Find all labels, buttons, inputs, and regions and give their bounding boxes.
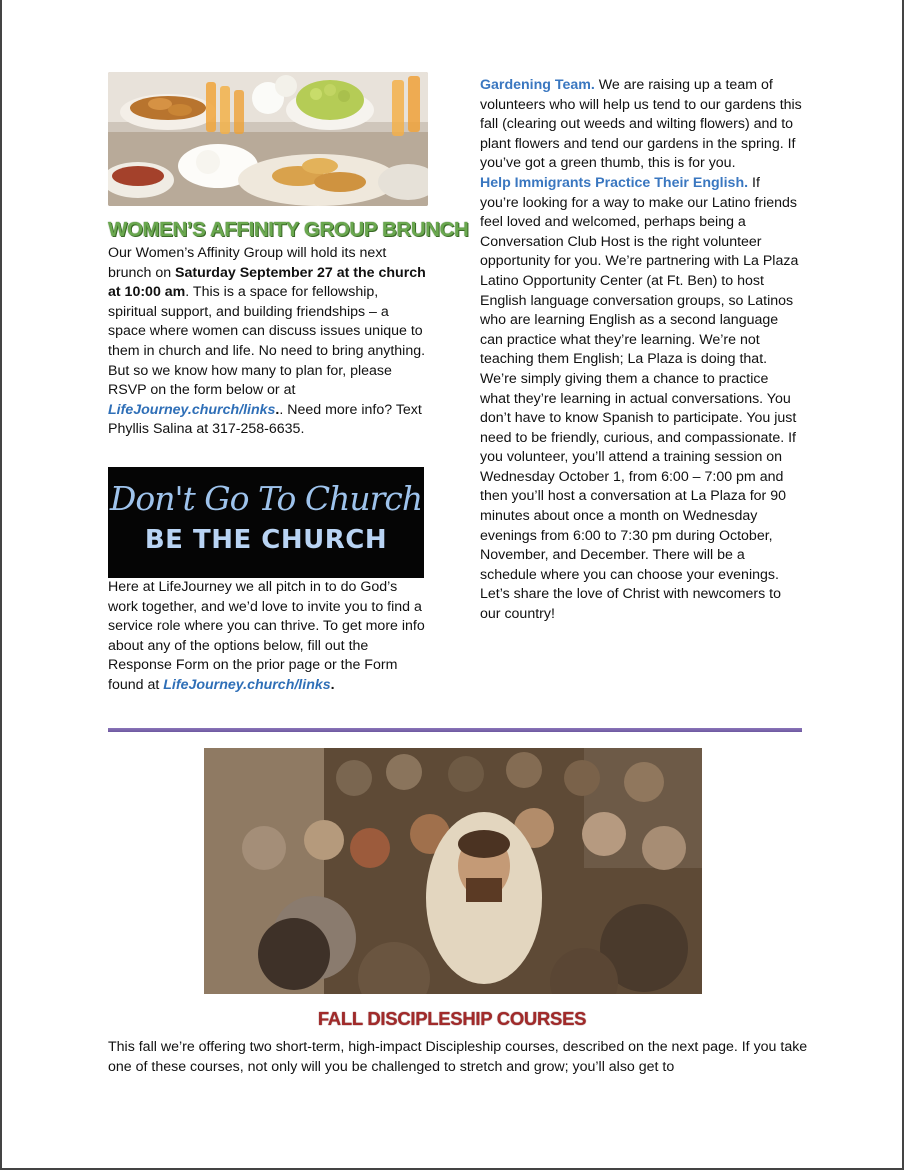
brunch-photo bbox=[108, 72, 428, 206]
immigrants-paragraph: Help Immigrants Practice Their English. If you’re looking for a way to make our Latino friends feel loved and welcomed, perhaps being a Conversation Club Host is the right volunteer opportunity for you. We’re partnering with La Plaza Latino Opportunity Center (at Ft. Ben) to host English language conversation groups, so Latinos who are learning English as a second language can practice what they’re learning. We’re not teaching them English; La Plaza is doing that. We’re simply giving them a chance to practice what they’re learning in actual conversations. You don’t have to know Spanish to participate. You just need to be friendly, curious, and compassionate. If you volunteer, you’ll attend a training session on Wednesday October 1, from 6:00 – 7:00 pm and then you’ll host a conversation at La Plaza for 90 minutes about once a month on Wednesday evenings from 6:00 to 7:30 pm during October, November, and December. There will be a schedule where you can choose your evenings. Let’s share the love of Christ with newcomers to our country! bbox=[480, 174, 799, 623]
womens-affinity-paragraph: Our Women’s Affinity Group will hold its next brunch on Saturday September 27 at the church at 10:00 am. This is a space for fellowship, spiritual support, and building friendships – a space where women can discuss issues unique to them in church and life. No need to bring anything. But so we know how many to plan for, please RSVP on the form below or at LifeJourney.church/links.. Need more info? Text Phyllis Salina at 317-258-6635. bbox=[108, 245, 426, 438]
fall-discipleship-heading: FALL DISCIPLESHIP COURSES bbox=[317, 1008, 587, 1029]
brunch-date: Saturday September 27 at the church at 10:00 am bbox=[108, 264, 426, 301]
section-divider bbox=[108, 728, 802, 732]
banner-bold-text: BE THE CHURCH bbox=[144, 524, 388, 555]
links-url[interactable]: LifeJourney.church/links bbox=[108, 401, 276, 418]
immigrants-lead: Help Immigrants Practice Their English. bbox=[480, 174, 749, 191]
jesus-teaching-photo bbox=[204, 748, 702, 994]
banner-script-text: Don't Go To Church bbox=[109, 478, 423, 518]
left-column bbox=[108, 72, 469, 696]
serve-links-url[interactable]: LifeJourney.church/links bbox=[163, 676, 331, 693]
fall-discipleship-paragraph: This fall we’re offering two short-term, high-impact Discipleship courses, described on the next page. If you take one of these courses, not only will you be challenged to stretch and grow; you’ll also get to bbox=[108, 1039, 808, 1075]
serve-intro-paragraph: Here at LifeJourney we all pitch in to do God’s work together, and we’d love to invite you to find a service role where you can thrive. To get more info about any of the options below, fill out the Response Form on the prior page or the Form found at LifeJourney.church/links. bbox=[108, 578, 425, 693]
right-column bbox=[480, 76, 802, 625]
gardening-paragraph: Gardening Team. We are raising up a team of volunteers who will help us tend to our gardens this fall (clearing out weeds and wilting flowers) and to plant flowers and tend our gardens in the spring. If you’ve got a green thumb, this is for you. bbox=[480, 77, 802, 172]
be-the-church-banner bbox=[108, 467, 424, 578]
womens-affinity-heading: WOMEN’S AFFINITY GROUP BRUNCH bbox=[108, 218, 469, 241]
gardening-lead: Gardening Team. bbox=[480, 77, 595, 93]
page-border-left bbox=[0, 0, 2, 1170]
